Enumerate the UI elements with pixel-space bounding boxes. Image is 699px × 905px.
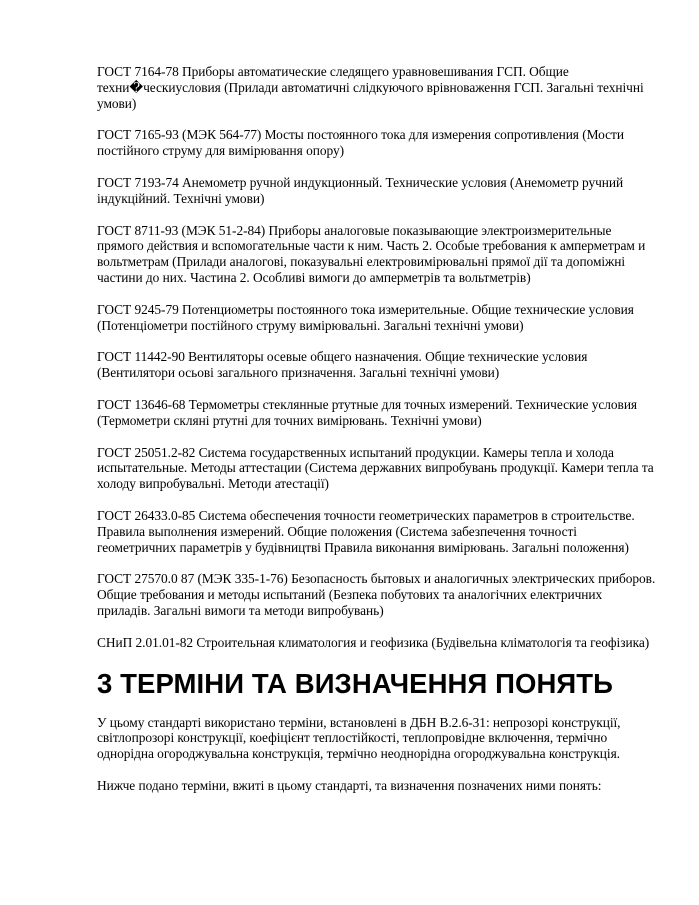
standard-reference: ГОСТ 8711-93 (МЭК 51-2-84) Приборы аналоговые показывающие электроизмерительные прямого действия и вспомогательные части к ним. Часть 2. Особые требования к амперметрам и вольтметрам (Прилади аналогові, показувальні електровимірювальні прямої дії та допоміжні частини до них. Частина 2. Особливі вимоги до амперметрів та вольтметрів) <box>97 222 646 285</box>
section-heading: 3 ТЕРМІНИ ТА ВИЗНАЧЕННЯ ПОНЯТЬ <box>97 667 614 699</box>
standard-reference: СНиП 2.01.01-82 Строительная климатология и геофизика (Будівельна кліматологія та геофізика) <box>97 634 650 650</box>
standard-reference: ГОСТ 11442-90 Вентиляторы осевые общего назначения. Общие технические условия (Вентилятори осьові загального призначення. Загальні технічні умови) <box>97 349 588 381</box>
standard-reference: ГОСТ 13646-68 Термометры стеклянные ртутные для точных измерений. Технические условия (Термометри скляні ртутні для точних вимірювань. Технічні умови) <box>97 396 638 428</box>
standard-reference: ГОСТ 25051.2-82 Система государственных испытаний продукции. Камеры тепла и холода испытательные. Методы аттестации (Система державних випробувань продукції. Камери тепла та холоду випробувальні. Методи атестації) <box>97 444 654 492</box>
standard-reference: ГОСТ 7164-78 Приборы автоматические следящего уравновешивания ГСП. Общие техни�ческиусловия (Прилади автоматичні слідкуючого врівноваження ГСП. Загальні технічні умови) <box>97 64 644 111</box>
standard-reference: ГОСТ 7165-93 (МЭК 564-77) Мосты постоянного тока для измерения сопротивления (Мости постійного струму для вимірювання опору) <box>97 127 624 159</box>
document-page <box>97 64 657 810</box>
standard-reference: ГОСТ 26433.0-85 Система обеспечения точности геометрических параметров в строительстве. Правила выполнения измерений. Общие положения (Система забезпечення точності геометричних параметрів у будівництві Правила виконання вимірювань. Загальні положення) <box>97 507 635 555</box>
standard-reference: ГОСТ 9245-79 Потенциометры постоянного тока измерительные. Общие технические условия (Потенціометри постійного струму вимірювальні. Загальні технічні умови) <box>97 301 634 333</box>
intro-paragraph: У цьому стандарті використано терміни, встановлені в ДБН В.2.6-31: непрозорі конструкції, світлопрозорі конструкції, коефіцієнт теплостійкості, теплопровідне включення, термічно однорідна огороджувальна конструкція, термічно неоднорідна огороджувальна конструкція. <box>97 714 621 762</box>
standard-reference: ГОСТ 7193-74 Анемометр ручной индукционный. Технические условия (Анемометр ручний індукційний. Технічні умови) <box>97 174 624 206</box>
terms-lead-paragraph: Нижче подано терміни, вжиті в цьому стандарті, та визначення позначених ними понять: <box>97 777 602 793</box>
standard-reference: ГОСТ 27570.0 87 (МЭК 335-1-76) Безопасность бытовых и аналогичных электрических приборов. Общие требования и методы испытаний (Безпека побутових та аналогічних електричних приладів. Загальні вимоги та методи випробувань) <box>97 571 656 618</box>
